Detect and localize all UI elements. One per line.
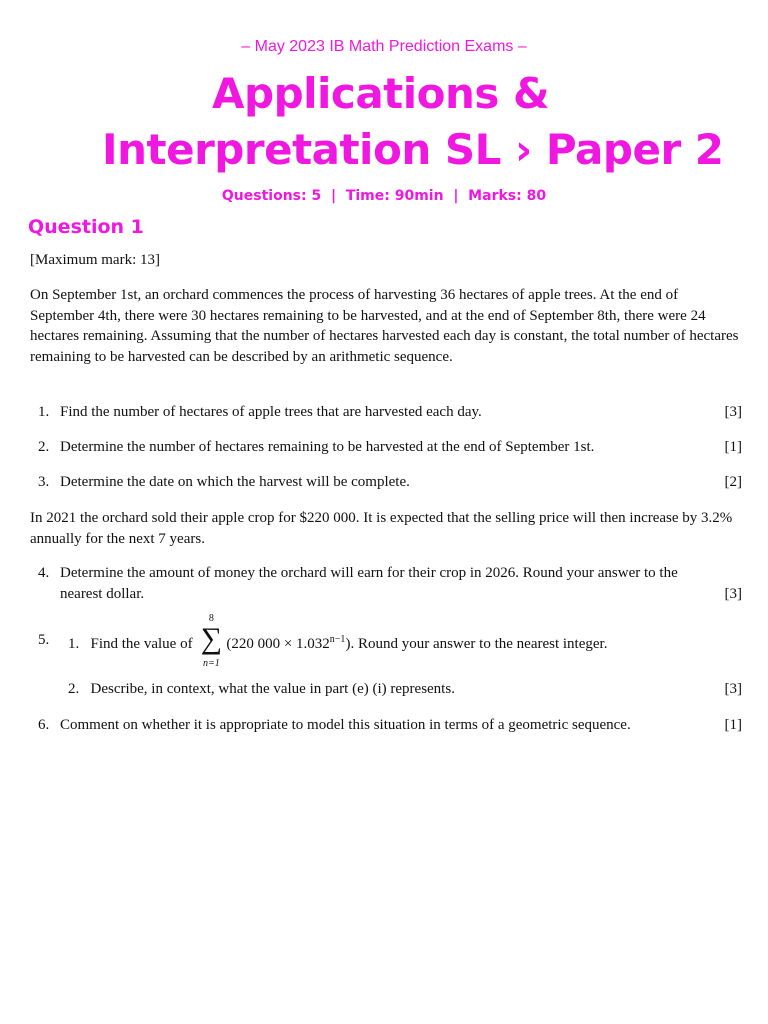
part-mark: [3] (724, 681, 742, 697)
part-mark: [1] (724, 439, 742, 455)
part-number: 6. (38, 717, 50, 733)
part-number: 3. (38, 474, 50, 490)
sub-part-number: 1. (68, 636, 80, 652)
part-5-sub-1 (68, 613, 708, 669)
part-text: Find the number of hectares of apple trees that are harvested each day. (60, 404, 482, 420)
sum-expr-open: (220 000 × 1.032 (226, 636, 330, 652)
part-mark: [1] (724, 717, 742, 733)
part-number: 4. (38, 565, 50, 581)
part-text: Determine the number of hectares remaining to be harvested at the end of September 1st. (60, 439, 595, 455)
sub-part-text-after: . Round your answer to the nearest integer. (350, 636, 608, 652)
part-mark: [3] (724, 586, 742, 602)
part-text: Comment on whether it is appropriate to model this situation in terms of a geometric sequence. (60, 717, 631, 733)
sum-upper-limit: 8 (208, 613, 214, 624)
question-intro: On September 1st, an orchard commences the process of harvesting 36 hectares of apple trees. At the end of September 4th, there were 30 hectares remaining to be harvested, and at the end of September 8th, there were 24 hectares remaining. Assuming that the number of hectares harvested each day is constant, the total number of hectares remaining to be harvested can be described by an arithmetic sequence. (30, 287, 739, 365)
sigma-icon: ∑ (200, 622, 223, 655)
part-number: 5. (38, 632, 50, 648)
part-text: Determine the amount of money the orchard will earn for their crop in 2026. Round your answer to the nearest dollar. (60, 565, 678, 602)
exam-title-line2: Interpretation SL › Paper 2 (102, 125, 724, 174)
part-mark: [2] (724, 474, 742, 490)
question-intro-2: In 2021 the orchard sold their apple crop for $220 000. It is expected that the selling price will then increase by 3.2% annually for the next 7 years. (30, 510, 733, 547)
sub-part-text: Describe, in context, what the value in part (e) (i) represents. (90, 681, 455, 697)
exam-title-line1: Applications & (212, 69, 550, 118)
part-text: Determine the date on which the harvest will be complete. (60, 474, 410, 490)
part-number: 1. (38, 404, 50, 420)
max-mark: [Maximum mark: 13] (30, 252, 160, 268)
summation (196, 613, 226, 669)
part-number: 2. (38, 439, 50, 455)
sum-expression (226, 636, 350, 652)
question-heading: Question 1 (28, 216, 144, 238)
sub-part-number: 2. (68, 681, 80, 697)
part-mark: [3] (724, 404, 742, 420)
part-5-sub-2-body (68, 679, 708, 700)
exam-subtitle: – May 2023 IB Math Prediction Exams – (241, 38, 527, 55)
sum-lower-limit: n=1 (202, 658, 220, 669)
sub-part-text: Find the value of (90, 636, 193, 652)
sum-exponent: n−1 (329, 634, 346, 645)
sum-expr-close: ) (345, 636, 351, 652)
exam-meta: Questions: 5 | Time: 90min | Marks: 80 (221, 188, 547, 204)
